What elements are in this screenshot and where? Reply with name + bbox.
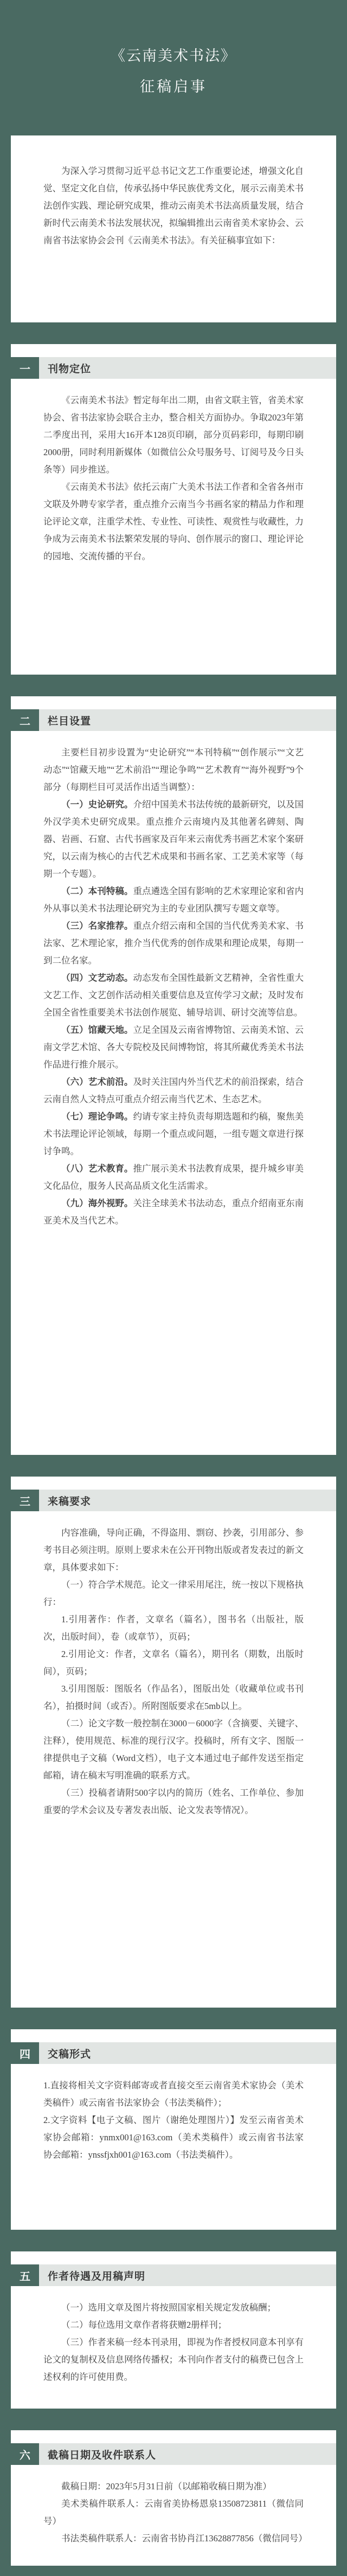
section-card: [11, 2029, 336, 2230]
paragraph: 美术类稿件联系人：云南省美协杨恩泉13508723811（微信同号）: [43, 2499, 304, 2526]
section-title: 作者待遇及用稿声明: [39, 2264, 336, 2286]
section-body: [43, 2299, 304, 2386]
section-header: [11, 1490, 336, 1511]
column-item-text: 关注全球美术书法动态，重点介绍南亚东南亚美术及当代艺术。: [43, 1198, 304, 1226]
intro-card: [11, 135, 336, 322]
column-item: [43, 1108, 304, 1160]
intro-text: 为深入学习贯彻习近平总书记文艺工作重要论述，增强文化自觉、坚定文化自信，传承弘扬中华民族优秀文化，展示云南美术书法创作实践、理论研究成果，推动云南美术书法高质量发展，结合新时代云南美术书法发展状况，拟编辑推出云南省美术家协会、云南省书法家协会会刊《云南美术书法》。有关征稿事宜如下：: [43, 166, 304, 245]
paragraph: 2.引用论文：作者，文章名（篇名），期刊名（期数，出版时间），页码；: [43, 1649, 304, 1677]
column-item-text: 重点介绍云南和全国的当代优秀美术家、书法家、艺术理论家，推介当代优秀的创作成果和理论成果，每期一到二位名家。: [43, 921, 304, 966]
column-item-text: 约请专家主持负责每期选题和约稿，聚焦美术书法理论评论领域，每期一个重点或问题，一组专题文章进行探讨争鸣。: [43, 1111, 304, 1156]
section-card: [11, 2251, 336, 2409]
paragraph: （一）选用文章及图片将按照国家相关规定发放稿酬；: [61, 2302, 276, 2313]
column-item: [43, 1021, 304, 1073]
section-card: [11, 1477, 336, 2008]
paragraph: 截稿日期：2023年5月31日前（以邮箱收稿日期为准）: [61, 2481, 272, 2491]
column-item-head: （三）名家推荐。: [61, 921, 133, 931]
section-number: 六: [11, 2443, 39, 2465]
paragraph: （一）符合学术规范。论文一律采用尾注，统一按以下规格执行：: [43, 1580, 304, 1607]
column-item: [43, 1195, 304, 1229]
column-item-head: （六）艺术前沿。: [61, 1077, 133, 1087]
section-number: 三: [11, 1490, 39, 1511]
column-item: [43, 917, 304, 969]
header: [0, 0, 347, 135]
section-header: [11, 2042, 336, 2064]
column-item-text: 立足全国及云南省博物馆、云南美术馆、云南文学艺术馆、各大专院校及民间博物馆，将其所藏优秀美术书法作品进行推介展示。: [43, 1025, 304, 1070]
section-header: [11, 2443, 336, 2465]
section-body: [43, 392, 304, 565]
column-item-text: 推广展示美术书法教育成果，提升城乡审美文化品位，服务人民高品质文化生活需求。: [43, 1163, 304, 1191]
section-title: 栏目设置: [39, 709, 336, 731]
section-title: 来稿要求: [39, 1490, 336, 1511]
section-number: 二: [11, 709, 39, 731]
section-card: [11, 2430, 336, 2566]
column-item-head: （一）史论研究。: [61, 799, 133, 810]
paragraph: （二）每位选用文章作者将获赠2册样刊；: [61, 2320, 227, 2330]
paragraph: 主要栏目初步设置为“史论研究”“本刊特稿”“创作展示”“文艺动态”“馆藏天地”“艺术前沿”“理论争鸣”“艺术教育”“海外视野”9个部分（每期栏目可灵活作出适当调整）：: [43, 747, 304, 792]
column-item-text: 及时关注国内外当代艺术的前沿探索，结合云南自然人文特点可重点介绍云南当代艺术、生态艺术。: [43, 1077, 304, 1104]
column-item-head: （九）海外视野。: [61, 1198, 133, 1208]
section-title: 刊物定位: [39, 357, 336, 379]
section-card: [11, 696, 336, 1455]
column-item-head: （四）文艺动态。: [61, 973, 133, 983]
column-item: [43, 796, 304, 883]
paragraph: 2.文字资料【电子文稿、图片（谢绝处理图片）】发至云南省美术家协会邮箱：ynmx001@163.com（美术类稿件）或云南省书法家协会邮箱：ynssfjxh001@163.com（书法类稿件）。: [43, 2115, 304, 2160]
journal-title: 《云南美术书法》: [111, 48, 236, 64]
column-item-head: （二）本刊特稿。: [61, 886, 133, 896]
column-item: [43, 1073, 304, 1108]
column-item: [43, 969, 304, 1021]
section-number: 五: [11, 2264, 39, 2286]
section-number: 一: [11, 357, 39, 379]
paragraph: （二）论文字数一般控制在3000－6000字（含摘要、关键字、注释），使用规范、标准的现行汉字。投稿时，所有文字、图版一律提供电子文稿（Word文档），电子文本通过电子邮件发送至指定邮箱，请在稿末写明准确的联系方式。: [43, 1718, 304, 1781]
paragraph: 《云南美术书法》依托云南广大美术书法工作者和全省各州市文联及外聘专家学者，重点推介云南当今书画名家的精品力作和理论评论文章，注重学术性、专业性、可读性、观赏性与收藏性，力争成为云南美术书法繁荣发展的导向、创作展示的窗口、理论评论的园地、交流传播的平台。: [43, 482, 304, 561]
column-item-text: 介绍中国美术书法传统的最新研究，以及国外汉学美术史研究成果。重点推介云南境内及其他著名碑刻、陶器、岩画、石窟、古代书画家及百年来云南优秀书画艺术家个案研究，以云南为核心的古代艺术成果和书画名家、工艺美术家等（每期一个专题）。: [43, 799, 304, 879]
section-body: [43, 744, 304, 1229]
section-card: [11, 344, 336, 675]
paragraph: （三）投稿者请附500字以内的简历（姓名、工作单位、参加重要的学术会议及专著发表出版、论文发表等情况）。: [43, 1788, 304, 1815]
section-header: [11, 709, 336, 731]
paragraph: 《云南美术书法》暂定每年出二期，由省文联主管，省美术家协会、省书法家协会联合主办，整合相关方面协办。争取2023年第二季度出刊，采用大16开本128页印刷，部分页码彩印，每期印刷2000册，同时利用新媒体（如微信公众号服务号、订阅号及今日头条等）同步推送。: [43, 395, 304, 475]
column-item-head: （五）馆藏天地。: [61, 1025, 133, 1035]
section-header: [11, 357, 336, 379]
paragraph: 1.引用著作：作者，文章名（篇名），图书名（出版社，版次，出版时间），卷（或章节），页码；: [43, 1614, 304, 1642]
column-item: [43, 1160, 304, 1195]
column-item-head: （七）理论争鸣。: [61, 1111, 133, 1122]
notice-title: 征稿启事: [140, 79, 207, 95]
paragraph: 书法类稿件联系人：云南省书协肖江13628877856（微信同号）: [61, 2533, 307, 2543]
paragraph: （三）作者来稿一经本刊录用，即视为作者授权同意本刊享有论文的复制权及信息网络传播权；本刊向作者支付的稿费已包含上述权利的许可使用费。: [43, 2337, 304, 2382]
column-item-text: 重点遴选全国有影响的艺术家理论家和省内外从事以美术书法理论研究为主的专业团队撰写专题文章等。: [43, 886, 304, 914]
column-item-text: 动态发布全国性最新文艺精神，全省性重大文艺工作、文艺创作活动相关重要信息及宣传学习文献；及时发布全国全省性重要美术书法创作展览、辅导培训、研讨交流等信息。: [43, 973, 304, 1018]
section-title: 交稿形式: [39, 2042, 336, 2064]
paragraph: 3.引用图版：图版名（作品名），图版出处（收藏单位或书刊名），拍摄时间（或否）。所附图版要求在5mb以上。: [43, 1684, 304, 1711]
section-body: [43, 2077, 304, 2164]
section-body: [43, 2478, 307, 2547]
section-header: [11, 2264, 336, 2286]
column-item: [43, 883, 304, 917]
column-item-head: （八）艺术教育。: [61, 1163, 133, 1174]
paragraph: 1.直接将相关文字资料邮寄或者直接交至云南省美术家协会（美术类稿件）或云南省书法家协会（书法类稿件）；: [43, 2080, 304, 2108]
section-title: 截稿日期及收件联系人: [39, 2443, 336, 2465]
section-body: [43, 1524, 304, 1819]
paragraph: 内容准确，导向正确，不得盗用、剽窃、抄袭，引用部分、参考书目必须注明。原则上要求未在公开刊物出版或者发表过的新文章，具体要求如下：: [43, 1528, 304, 1572]
section-number: 四: [11, 2042, 39, 2064]
